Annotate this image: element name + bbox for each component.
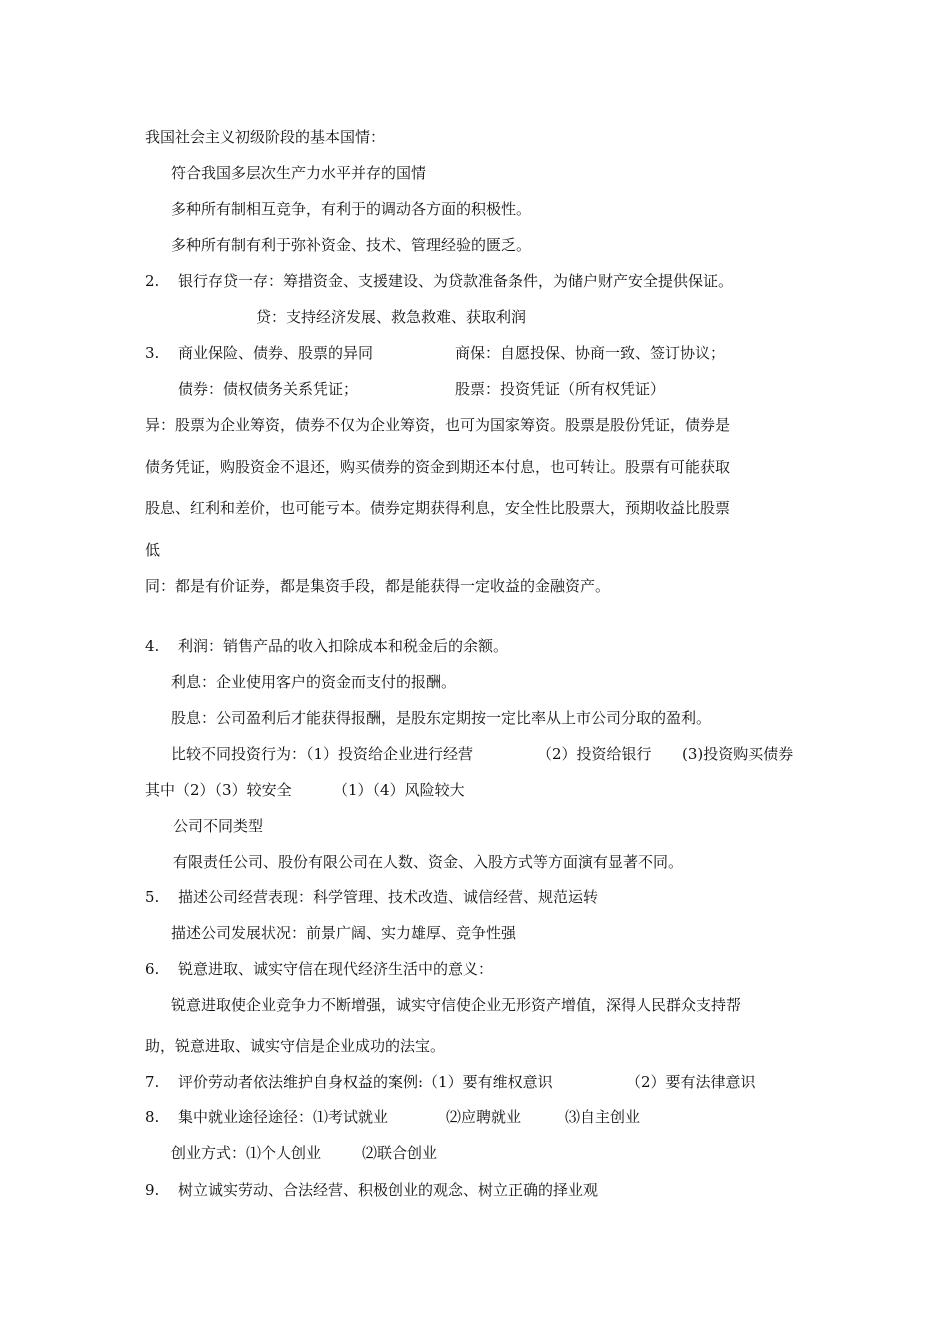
line-company-types: 公司不同类型 [173, 817, 264, 835]
line-legal-awareness: （2）要有法律意识 [626, 1073, 756, 1091]
line-difference-3: 股息、红利和差价，也可能亏本。债券定期获得利息，安全性比股票大，预期收益比股票 [145, 499, 731, 517]
line-insurance-desc: 商保：自愿投保、协商一致、签订协议； [455, 344, 726, 362]
line-startup-individual: 创业方式：⑴个人创业 [171, 1144, 322, 1162]
line-safer: 其中（2）（3）较安全 [145, 781, 292, 799]
line-ownership-compensate: 多种所有制有利于弥补资金、技术、管理经验的匮乏。 [171, 236, 532, 254]
line-ownership-competition: 多种所有制相互竞争，有利于的调动各方面的积极性。 [171, 200, 532, 218]
line-difference-1: 异：股票为企业筹资，债券不仅为企业筹资，也可为国家筹资。股票是股份凭证，债券是 [145, 416, 731, 434]
item-number-9: 9. [145, 1181, 160, 1199]
line-insurance-bond-stock: 商业保险、债券、股票的异同 [178, 344, 374, 362]
line-basic-national-conditions: 我国社会主义初级阶段的基本国情： [145, 128, 386, 146]
line-employment-self: ⑶自主创业 [565, 1108, 641, 1126]
line-dividend: 股息：公司盈利后才能获得报酬，是股东定期按一定比率从上市公司分取的盈利。 [171, 709, 712, 727]
line-enterprise-effect-2: 助，锐意进取、诚实守信是企业成功的法宝。 [145, 1037, 446, 1055]
item-number-2: 2. [145, 272, 160, 290]
line-bank-deposit: 银行存贷一存：筹措资金、支援建设、为贷款准备条件，为储户财产安全提供保证。 [178, 272, 734, 290]
line-investment-bank: （2）投资给银行 [537, 745, 652, 763]
item-number-6: 6. [145, 960, 160, 978]
line-company-difference: 有限责任公司、股份有限公司在人数、资金、入股方式等方面演有显著不同。 [173, 853, 684, 871]
item-number-7: 7. [145, 1073, 160, 1091]
line-investment-compare: 比较不同投资行为：（1）投资给企业进行经营 [171, 745, 474, 763]
line-productivity-levels: 符合我国多层次生产力水平并存的国情 [171, 164, 427, 182]
line-interest: 利息：企业使用客户的资金而支付的报酬。 [171, 673, 457, 691]
line-difference-2: 债务凭证，购股资金不退还，购买债券的资金到期还本付息，也可转让。股票有可能获取 [145, 458, 731, 476]
line-investment-bond: (3)投资购买债券 [682, 745, 794, 763]
line-similarity: 同：都是有价证券，都是集资手段，都是能获得一定收益的金融资产。 [145, 577, 611, 595]
item-number-3: 3. [145, 344, 160, 362]
line-stock-desc: 股票：投资凭证（所有权凭证） [455, 380, 666, 398]
item-number-5: 5. [145, 888, 160, 906]
line-bank-loan: 贷：支持经济发展、救急救难、获取利润 [256, 308, 527, 326]
line-business-performance: 描述公司经营表现：科学管理、技术改造、诚信经营、规范运转 [178, 888, 599, 906]
line-bond-desc: 债券：债权债务关系凭证； [178, 380, 359, 398]
line-rights-awareness: 评价劳动者依法维护自身权益的案例:（1）要有维权意识 [178, 1073, 553, 1091]
item-number-8: 8. [145, 1108, 160, 1126]
line-difference-4: 低 [145, 541, 161, 559]
item-number-4: 4. [145, 637, 160, 655]
line-enterprise-meaning: 锐意进取、诚实守信在现代经济生活中的意义： [178, 960, 494, 978]
line-profit: 利润：销售产品的收入扣除成本和税金后的余额。 [178, 637, 509, 655]
line-employment-apply: ⑵应聘就业 [446, 1108, 522, 1126]
line-employment-exam: 集中就业途径途径：⑴考试就业 [178, 1108, 389, 1126]
line-startup-joint: ⑵联合创业 [362, 1144, 438, 1162]
line-enterprise-effect-1: 锐意进取使企业竞争力不断增强，诚实守信使企业无形资产增值，深得人民群众支持帮 [171, 996, 742, 1014]
line-development-status: 描述公司发展状况：前景广阔、实力雄厚、竞争性强 [171, 924, 517, 942]
line-career-view: 树立诚实劳动、合法经营、积极创业的观念、树立正确的择业观 [178, 1181, 599, 1199]
line-riskier: （1）（4）风险较大 [333, 781, 465, 799]
